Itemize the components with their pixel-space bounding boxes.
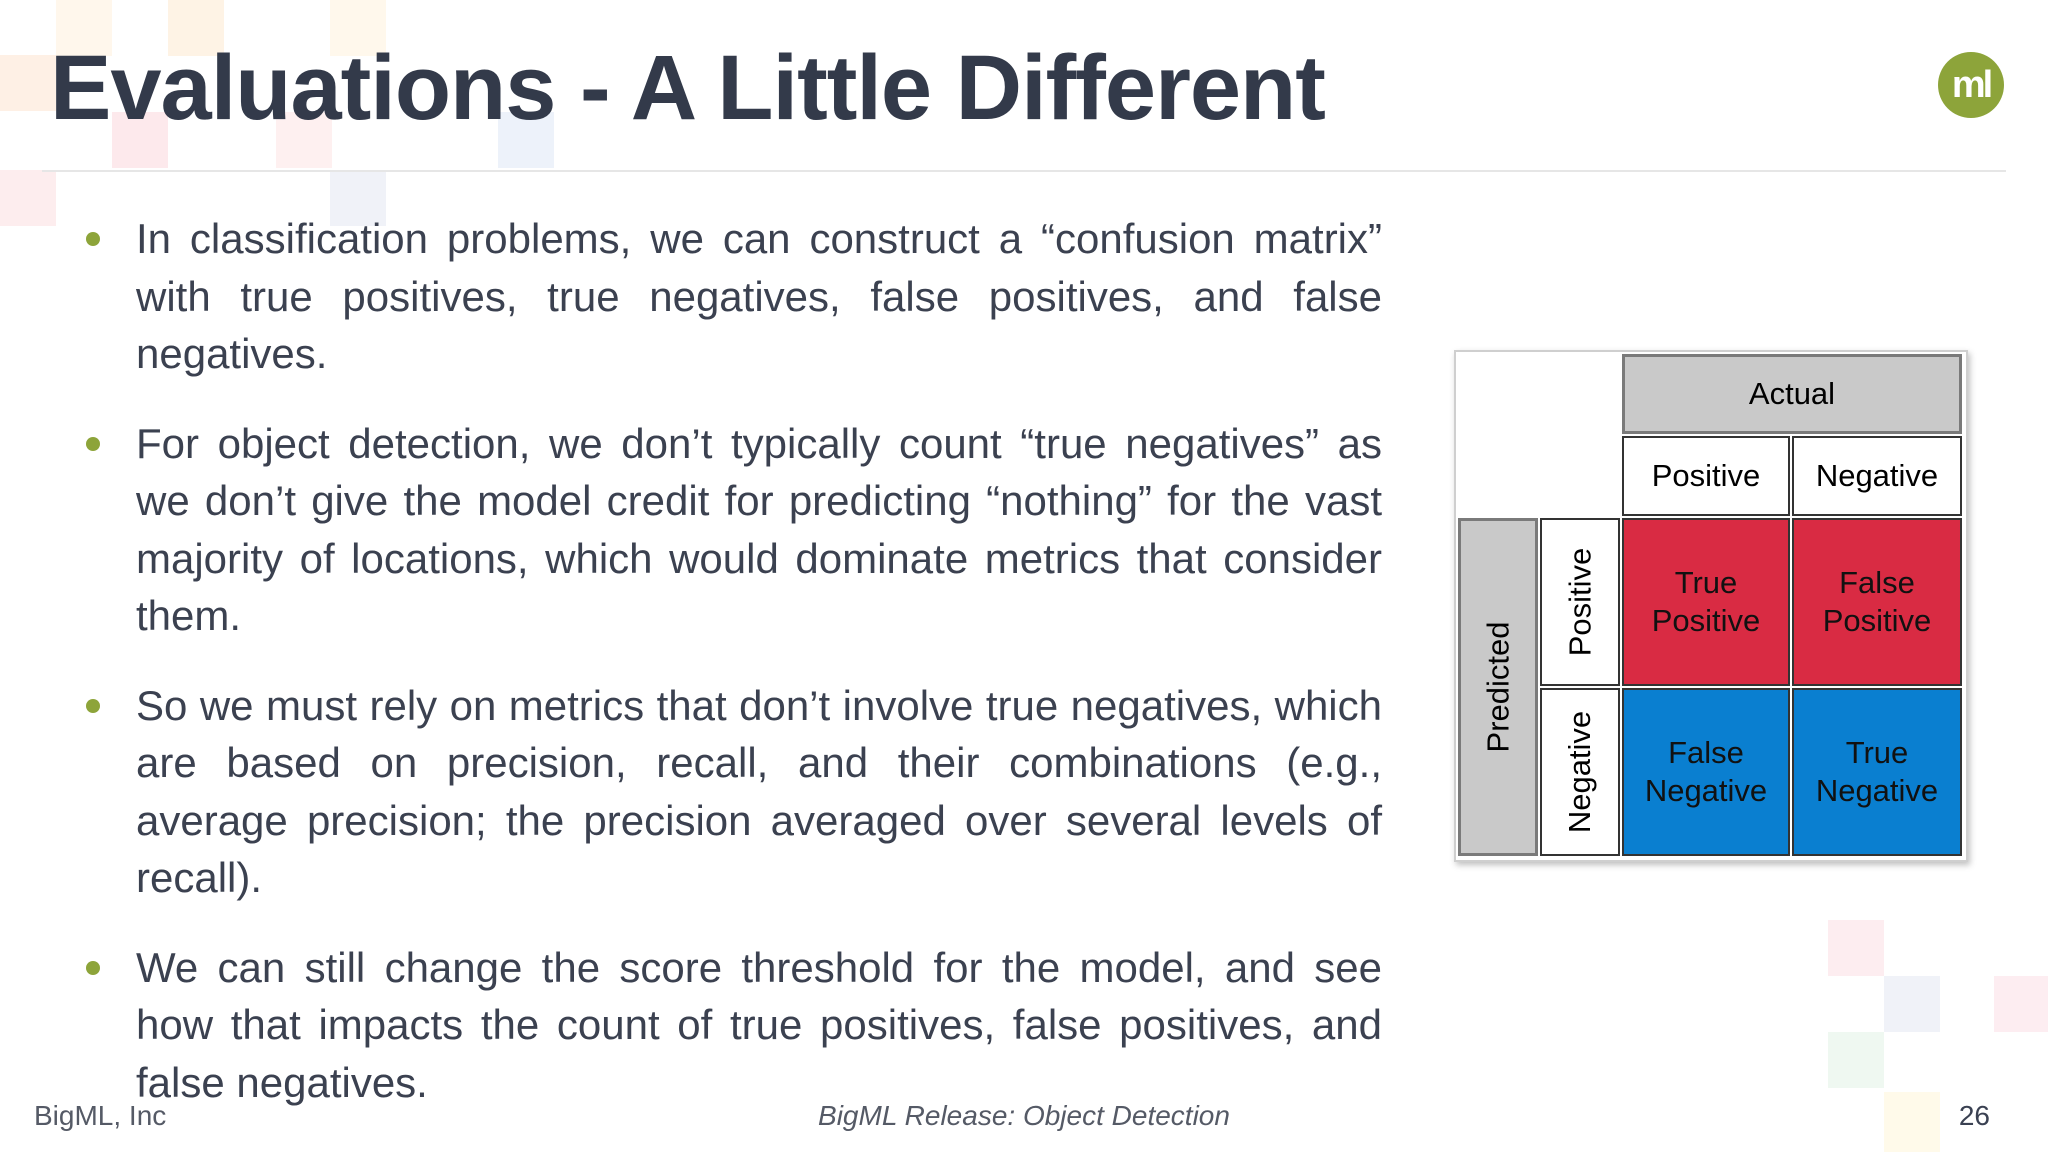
predicted-header <box>1458 518 1538 856</box>
slide-title: Evaluations - A Little Different <box>50 37 1325 139</box>
title-divider <box>42 170 2006 172</box>
false-negative-line2: Negative <box>1644 773 1768 808</box>
true-negative-line2: Negative <box>1815 773 1939 808</box>
decorative-square <box>1994 976 2048 1032</box>
decorative-square <box>0 55 56 111</box>
decorative-square <box>0 170 56 226</box>
bullet-item <box>86 939 1382 1112</box>
false-positive-line2: Positive <box>1822 603 1932 638</box>
column-header-negative <box>1792 436 1962 516</box>
column-positive-label: Positive <box>1651 458 1761 493</box>
bullet-text: We can still change the score threshold for the model, and see how that impacts the count of true positives, false positives, and false negatives. <box>136 943 1382 1106</box>
true-positive-line1: True <box>1674 565 1738 600</box>
actual-header <box>1622 354 1962 434</box>
bullet-text: In classification problems, we can construct a “confusion matrix” with true positives, true negatives, false positives, and false negatives. <box>136 215 1382 377</box>
column-negative-label: Negative <box>1815 458 1939 493</box>
bullet-list <box>86 210 1382 1143</box>
true-positive-line2: Positive <box>1651 603 1761 638</box>
footer-presentation-title: BigML Release: Object Detection <box>818 1100 1230 1131</box>
row-header-negative <box>1540 688 1620 856</box>
bullet-dot-icon <box>86 961 100 975</box>
bullet-item <box>86 677 1382 907</box>
true-positive-cell <box>1622 518 1790 686</box>
false-negative-line1: False <box>1668 735 1744 770</box>
bullet-text: For object detection, we don’t typically count “true negatives” as we don’t give the model credit for predicting “nothing” for the vast majority of locations, which would dominate metrics that consider them. <box>136 419 1382 639</box>
row-header-positive <box>1540 518 1620 686</box>
footer-company: BigML, Inc <box>34 1100 167 1131</box>
false-negative-cell <box>1622 688 1790 856</box>
column-header-positive <box>1622 436 1790 516</box>
row-negative-label: Negative <box>1562 710 1598 834</box>
bullet-text: So we must rely on metrics that don’t involve true negatives, which are based on precision, recall, and their combinations (e.g., average precision; the precision averaged over several levels of recall). <box>136 681 1382 901</box>
confusion-matrix <box>1454 350 1968 862</box>
bigml-logo-icon: ml <box>1938 52 2004 118</box>
bullet-item <box>86 415 1382 645</box>
decorative-square <box>1884 976 1940 1032</box>
actual-label: Actual <box>1748 376 1836 411</box>
bullet-dot-icon <box>86 699 100 713</box>
false-positive-cell <box>1792 518 1962 686</box>
true-negative-cell <box>1792 688 1962 856</box>
false-positive-line1: False <box>1839 565 1915 600</box>
page-number: 26 <box>1958 1100 1990 1131</box>
bullet-dot-icon <box>86 437 100 451</box>
decorative-square <box>1828 1032 1884 1088</box>
decorative-square <box>1828 920 1884 976</box>
bullet-item <box>86 210 1382 383</box>
bullet-dot-icon <box>86 232 100 246</box>
predicted-label: Predicted <box>1480 621 1515 753</box>
true-negative-line1: True <box>1845 735 1909 770</box>
row-positive-label: Positive <box>1562 547 1598 657</box>
